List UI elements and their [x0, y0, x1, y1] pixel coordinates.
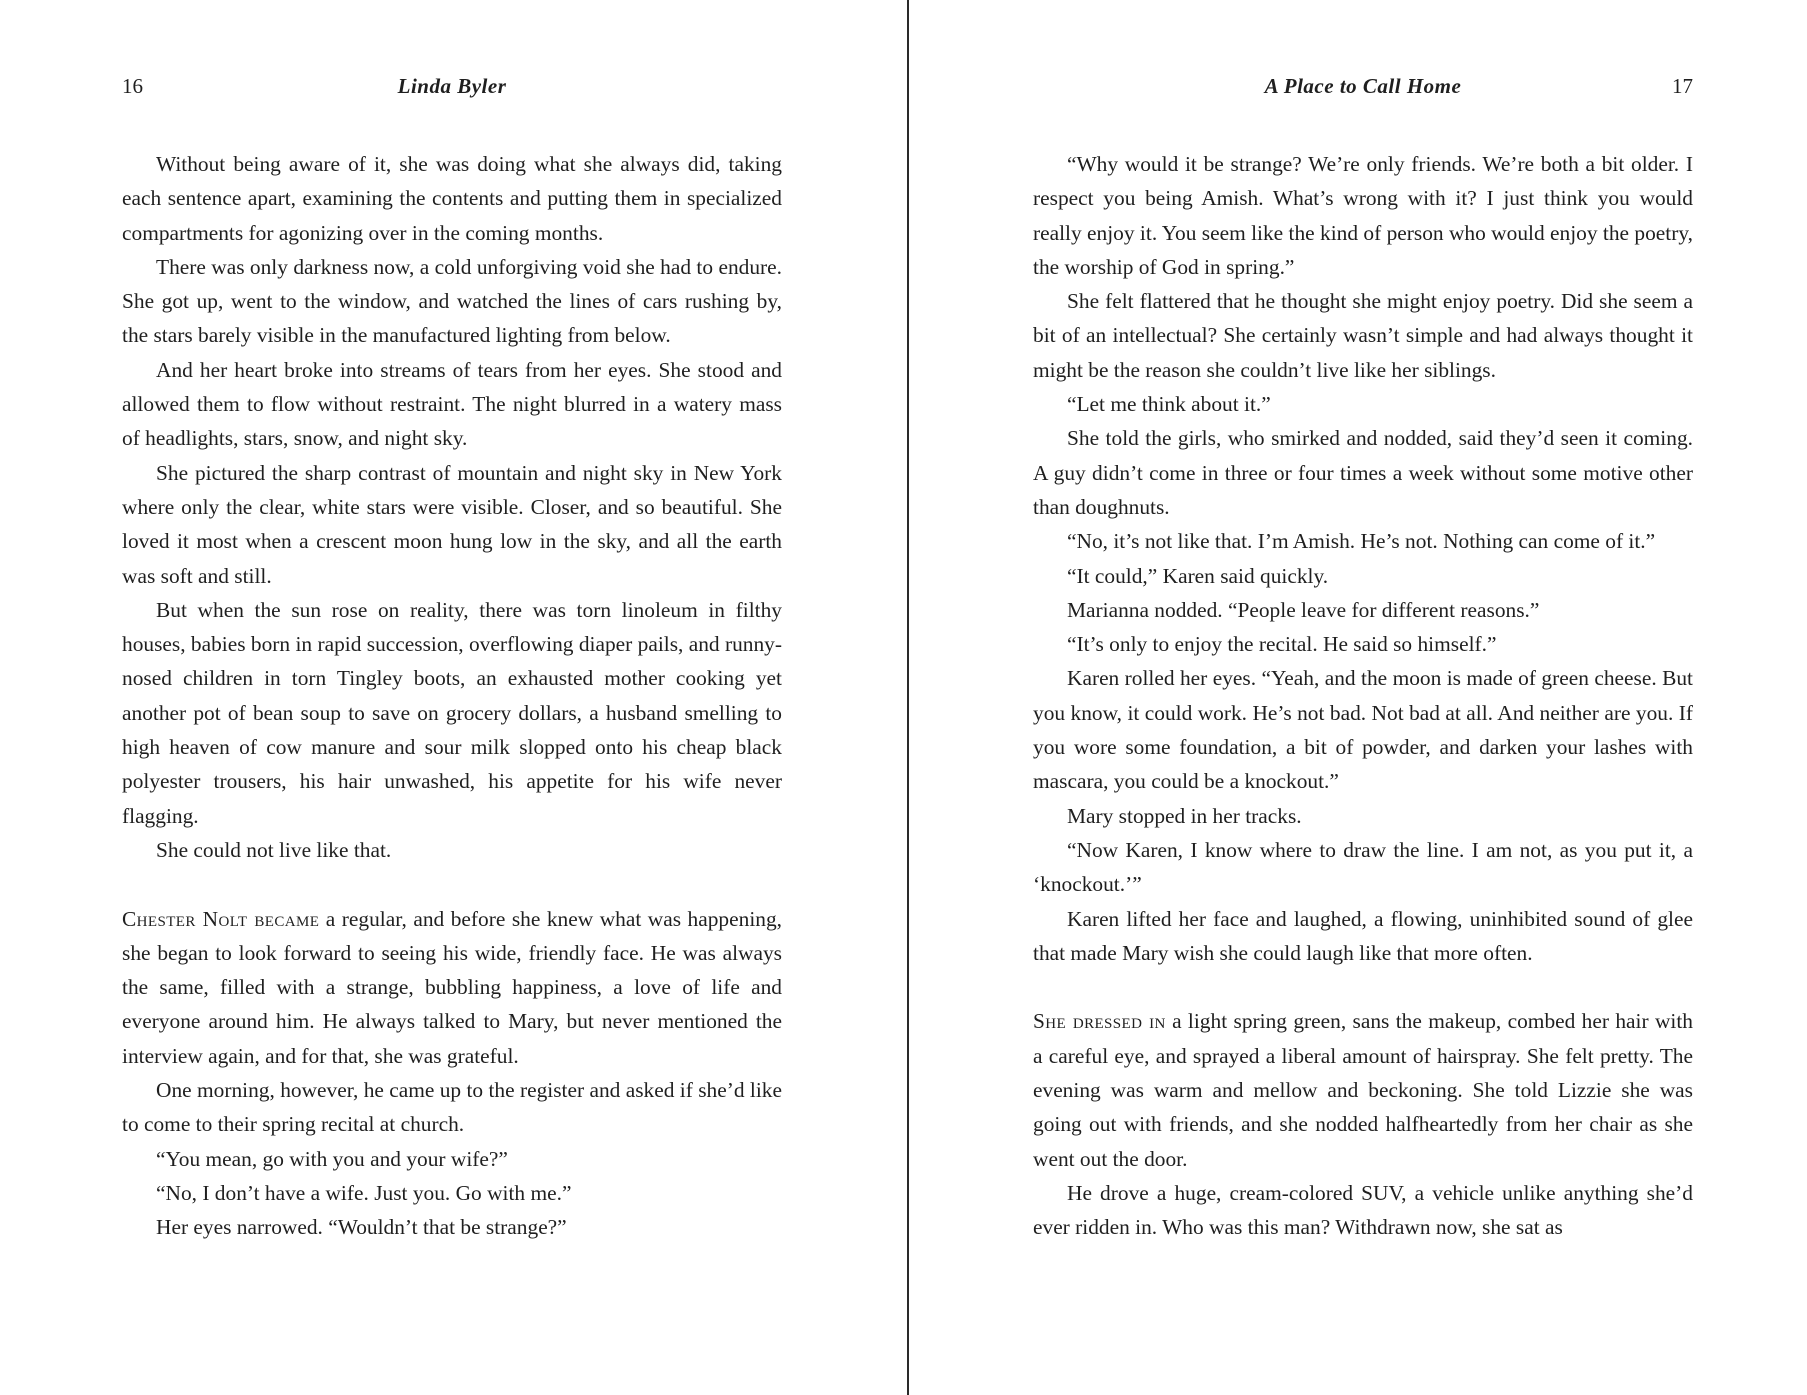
paragraph: But when the sun rose on reality, there was torn linoleum in filthy houses, babies born in rapid succession, overflowing diaper pails, and runny-nosed children in torn Tingley boots, an exhausted mother cooking yet another pot of bean soup to save on grocery dollars, a husband smelling to high heaven of cow manure and sour milk slopped onto his cheap black polyester trousers, his hair unwashed, his appetite for his wife never flagging.	[122, 597, 782, 828]
page-gutter-divider	[907, 0, 909, 1395]
paragraph: She could not live like that.	[156, 837, 392, 862]
section-opening-paragraph	[1033, 1004, 1693, 1175]
paragraph: Karen rolled her eyes. “Yeah, and the moon is made of green cheese. But you know, it could work. He’s not bad. Not bad at all. And neither are you. If you wore some foundation, a bit of powder, and darken your lashes with mascara, you could be a knockout.”	[1033, 666, 1693, 794]
paragraph: “You mean, go with you and your wife?”	[156, 1146, 508, 1171]
paragraph: Without being aware of it, she was doing what she always did, taking each sentence apart, examining the contents and putting them in specialized compartments for agonizing over in the coming months.	[122, 152, 782, 245]
paragraph: “Now Karen, I know where to draw the line. I am not, as you put it, a ‘knockout.’”	[1033, 837, 1693, 897]
section-lead-in: She dressed in	[1033, 1009, 1166, 1034]
paragraph: “No, I don’t have a wife. Just you. Go with me.”	[156, 1180, 572, 1205]
left-page	[122, 0, 782, 1395]
paragraph: “Let me think about it.”	[1067, 392, 1271, 417]
paragraph: Mary stopped in her tracks.	[1067, 803, 1302, 828]
paragraph: Karen lifted her face and laughed, a flowing, uninhibited sound of glee that made Mary wish she could laugh like that more often.	[1033, 906, 1693, 965]
running-title-author: Linda Byler	[397, 74, 507, 98]
right-page	[1033, 0, 1693, 1395]
right-running-head	[1033, 70, 1693, 102]
paragraph: There was only darkness now, a cold unforgiving void she had to endure. She got up, went to the window, and watched the lines of cars rushing by, the stars barely visible in the manufactured lighting from below.	[122, 254, 782, 348]
left-running-head	[122, 70, 782, 102]
section-opening-text: a light spring green, sans the makeup, combed her hair with a careful eye, and sprayed a liberal amount of hairspray. She felt pretty. The evening was warm and mellow and beckoning. She told Lizzie she was going out with friends, and she nodded halfheartedly from her chair as she went out the door.	[1033, 1009, 1693, 1171]
paragraph: She told the girls, who smirked and nodded, said they’d seen it coming. A guy didn’t come in three or four times a week without some motive other than doughnuts.	[1033, 426, 1693, 519]
paragraph: “It’s only to enjoy the recital. He said so himself.”	[1067, 632, 1497, 657]
paragraph: He drove a huge, cream-colored SUV, a vehicle unlike anything she’d ever ridden in. Who was this man? Withdrawn now, she sat as	[1033, 1180, 1693, 1240]
paragraph: Her eyes narrowed. “Wouldn’t that be strange?”	[156, 1215, 567, 1240]
section-opening-paragraph	[122, 902, 782, 1073]
running-title-book: A Place to Call Home	[1264, 74, 1462, 98]
paragraph: Marianna nodded. “People leave for different reasons.”	[1067, 597, 1540, 622]
paragraph: And her heart broke into streams of tears from her eyes. She stood and allowed them to flow without restraint. The night blurred in a watery mass of headlights, stars, snow, and night sky.	[122, 357, 782, 451]
paragraph: She felt flattered that he thought she might enjoy poetry. Did she seem a bit of an intellectual? She certainly wasn’t simple and had always thought it might be the reason she couldn’t live like her siblings.	[1033, 289, 1693, 382]
paragraph: One morning, however, he came up to the register and asked if she’d like to come to their spring recital at church.	[122, 1078, 782, 1137]
paragraph: “It could,” Karen said quickly.	[1067, 563, 1329, 588]
right-body-text	[1033, 147, 1693, 1245]
paragraph: “No, it’s not like that. I’m Amish. He’s not. Nothing can come of it.”	[1067, 529, 1656, 554]
section-opening-text: a regular, and before she knew what was happening, she began to look forward to seeing his wide, friendly face. He was always the same, filled with a strange, bubbling happiness, a love of life and everyone around him. He always talked to Mary, but never mentioned the interview again, and for that, she was grateful.	[122, 906, 782, 1068]
paragraph: She pictured the sharp contrast of mountain and night sky in New York where only the clear, white stars were visible. Closer, and so beautiful. She loved it most when a crescent moon hung low in the sky, and all the earth was soft and still.	[122, 460, 782, 588]
section-lead-in: Chester Nolt became	[122, 906, 320, 931]
paragraph: “Why would it be strange? We’re only friends. We’re both a bit older. I respect you being Amish. What’s wrong with it? I just think you would really enjoy it. You seem like the kind of person who would enjoy the poetry, the worship of God in spring.”	[1033, 152, 1693, 279]
page-number: 16	[122, 74, 143, 98]
left-body-text	[122, 147, 782, 1245]
page-number: 17	[1672, 74, 1693, 98]
